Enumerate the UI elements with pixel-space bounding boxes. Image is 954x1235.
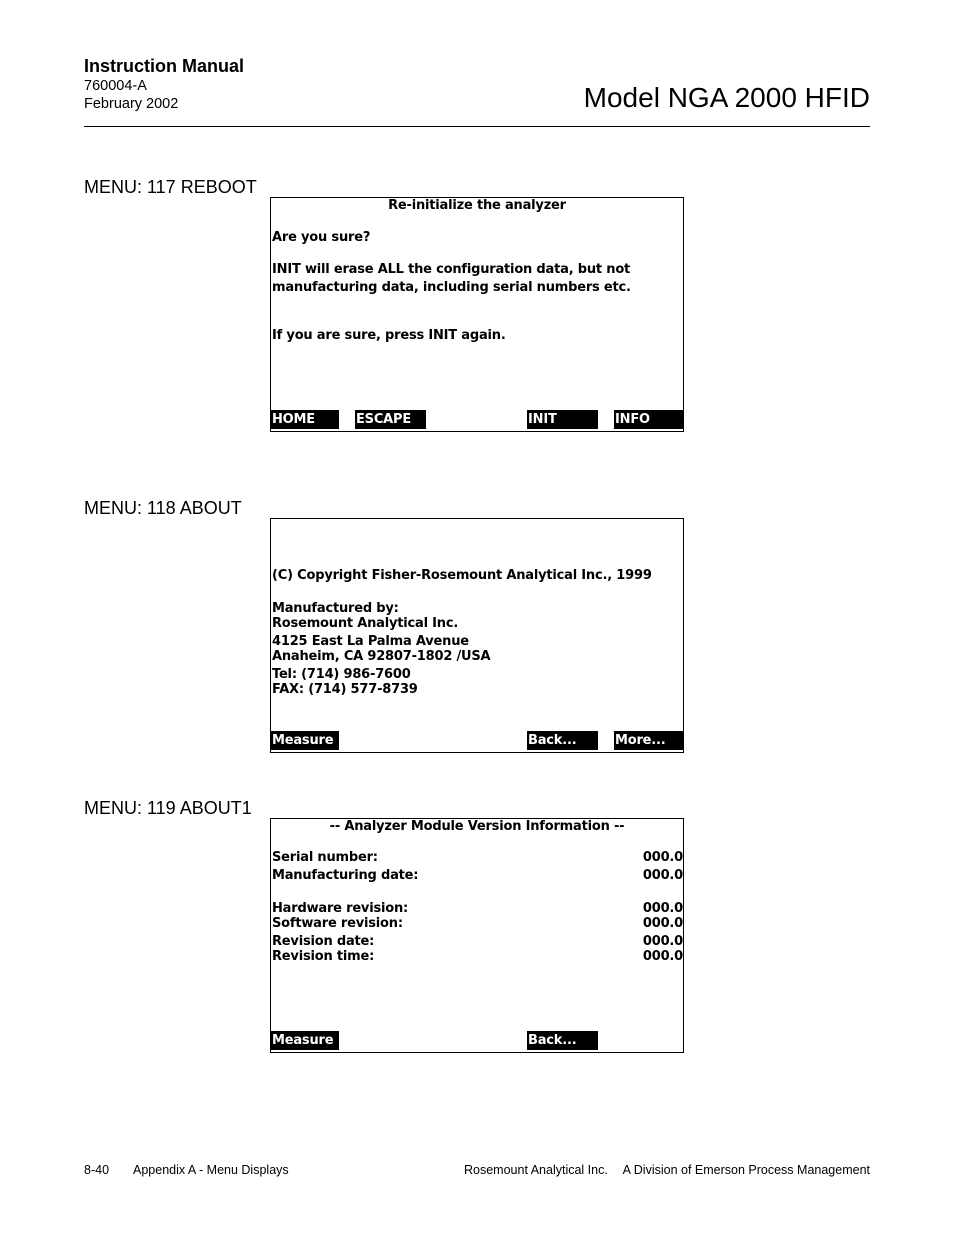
model-name: Model NGA 2000 HFID [583, 82, 870, 113]
version-row-label: Hardware revision: [272, 901, 409, 916]
version-row-label: Serial number: [272, 850, 378, 865]
reboot-line: INIT will erase ALL the configuration data, but not [272, 262, 631, 277]
reboot-line: If you are sure, press INIT again. [272, 328, 506, 343]
about-line: Tel: (714) 986-7600 [272, 667, 411, 682]
footer-page-number: 8-40 [84, 1163, 110, 1177]
home-softkey[interactable]: HOME [271, 410, 339, 429]
menu-119-label: MENU: 119 ABOUT1 [84, 798, 252, 818]
about-line: Manufactured by: [272, 601, 399, 616]
reboot-line: manufacturing data, including serial numbers etc. [272, 280, 631, 295]
footer-company: Rosemount Analytical Inc. [464, 1163, 608, 1177]
about-line: Anaheim, CA 92807-1802 /USA [272, 649, 491, 664]
version-row-value: 000.0 [642, 949, 683, 964]
about1-screen-title: -- Analyzer Module Version Information -- [329, 819, 625, 834]
version-row-value: 000.0 [642, 868, 683, 883]
version-row-label: Software revision: [272, 916, 403, 931]
version-row-label: Revision date: [272, 934, 375, 949]
more-softkey[interactable]: More... [614, 731, 683, 750]
version-row-value: 000.0 [642, 916, 683, 931]
menu-118-label: MENU: 118 ABOUT [84, 498, 242, 518]
copyright-line: (C) Copyright Fisher-Rosemount Analytical Inc., 1999 [272, 568, 652, 583]
reboot-screen-title: Re-initialize the analyzer [388, 198, 566, 213]
version-row-label: Revision time: [272, 949, 375, 964]
header-divider [84, 126, 870, 127]
version-row-value: 000.0 [642, 901, 683, 916]
about-line: 4125 East La Palma Avenue [272, 634, 469, 649]
info-softkey[interactable]: INFO [614, 410, 683, 429]
manual-title: Instruction Manual [84, 56, 245, 76]
about-line: Rosemount Analytical Inc. [272, 616, 459, 631]
version-row-label: Manufacturing date: [272, 868, 419, 883]
about-screen [270, 518, 684, 753]
init-softkey[interactable]: INIT [527, 410, 598, 429]
measure-softkey[interactable]: Measure [271, 731, 339, 750]
escape-softkey[interactable]: ESCAPE [355, 410, 426, 429]
about-line: FAX: (714) 577-8739 [272, 682, 418, 697]
back-softkey[interactable]: Back... [527, 731, 598, 750]
footer-section: Appendix A - Menu Displays [133, 1163, 289, 1177]
back-softkey[interactable]: Back... [527, 1031, 598, 1050]
footer-division: A Division of Emerson Process Management [622, 1163, 870, 1177]
about1-screen [270, 818, 684, 1053]
measure-softkey[interactable]: Measure [271, 1031, 339, 1050]
reboot-screen [270, 197, 684, 432]
reboot-line: Are you sure? [272, 230, 371, 245]
menu-117-label: MENU: 117 REBOOT [84, 177, 257, 197]
document-date: February 2002 [84, 96, 179, 112]
document-number: 760004-A [84, 78, 147, 94]
version-row-value: 000.0 [642, 850, 683, 865]
version-row-value: 000.0 [642, 934, 683, 949]
